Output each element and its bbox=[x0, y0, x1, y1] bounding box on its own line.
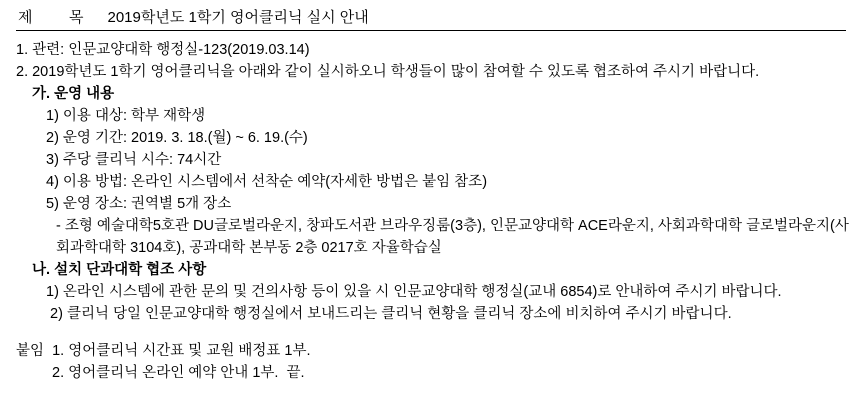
body-line: 1. 관련: 인문교양대학 행정실-123(2019.03.14) bbox=[16, 42, 310, 58]
body-line: 1) 온라인 시스템에 관한 문의 및 건의사항 등이 있을 시 인문교양대학 행정실(교내 6854)로 안내하여 주시기 바랍니다. bbox=[46, 284, 782, 301]
document-body bbox=[0, 31, 866, 384]
body-line: 2) 운영 기간: 2019. 3. 18.(월) ~ 6. 19.(수) bbox=[46, 130, 308, 147]
body-line: 2) 클리닉 당일 인문교양대학 행정실에서 보내드리는 클리닉 현황을 클리닉 장소에 비치하여 주시기 바랍니다. bbox=[46, 306, 732, 323]
body-line: - 조형 예술대학5호관 DU글로벌라운지, 창파도서관 브라우징룸(3층), 인문교양대학 ACE라운지, 사회과학대학 글로벌라운지(사회과학대학 3104호), 공과대학 본부동 2층 0217호 자율학습실 bbox=[56, 218, 849, 257]
section-heading: 가. 운영 내용 bbox=[32, 86, 115, 103]
body-line: 2. 2019학년도 1학기 영어클리닉을 아래와 같이 실시하오니 학생들이 많이 참여할 수 있도록 협조하여 주시기 바랍니다. bbox=[16, 64, 760, 81]
title-label: 제 목 bbox=[18, 9, 90, 26]
body-spacer bbox=[16, 325, 850, 340]
section-heading: 나. 설치 단과대학 협조 사항 bbox=[32, 262, 207, 279]
body-line: 5) 운영 장소: 권역별 5개 장소 bbox=[46, 196, 232, 213]
body-line: 4) 이용 방법: 온라인 시스템에서 선착순 예약(자세한 방법은 붙임 참조) bbox=[46, 174, 488, 191]
attachment-line: 2. 영어클리닉 온라인 예약 안내 1부. 끝. bbox=[52, 365, 305, 382]
body-line: 3) 주당 클리닉 시수: 74시간 bbox=[46, 152, 222, 169]
attachment-line: 붙임 1. 영어클리닉 시간표 및 교원 배정표 1부. bbox=[16, 343, 311, 360]
document-title-row bbox=[0, 0, 866, 27]
page-title: 2019학년도 1학기 영어클리닉 실시 안내 bbox=[107, 9, 369, 26]
body-line: 1) 이용 대상: 학부 재학생 bbox=[46, 108, 206, 125]
